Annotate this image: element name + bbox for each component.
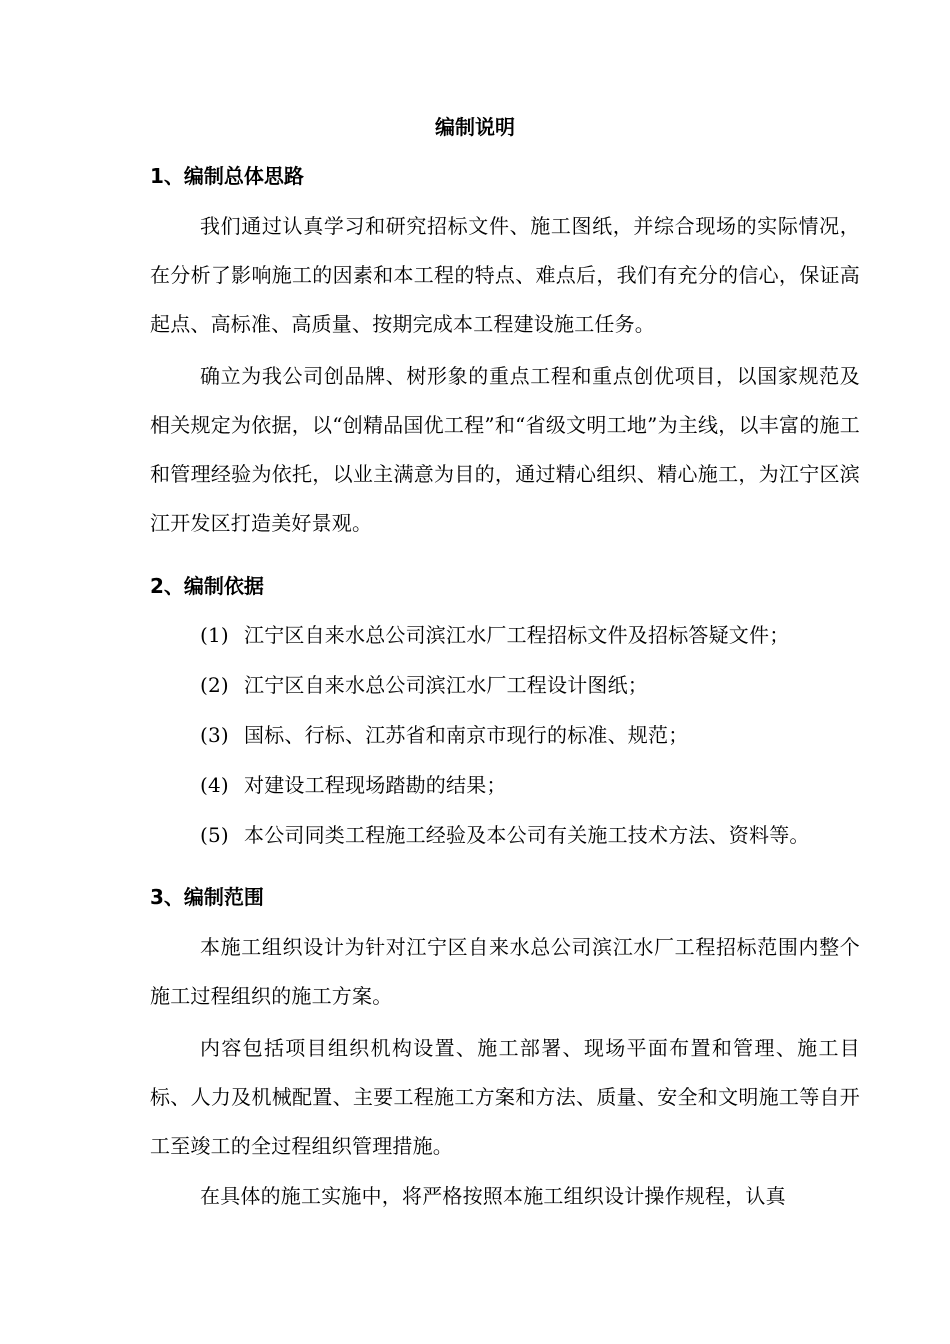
basis-item-number: (5) [200,823,229,847]
section-1-paragraph-2: 确立为我公司创品牌、树形象的重点工程和重点创优项目，以国家规范及相关规定为依据，以“创精品国优工程”和“省级文明工地”为主线，以丰富的施工和管理经验为依托，以业主满意为目的，通过精心组织、精心施工，为江宁区滨江开发区打造美好景观。 [150,364,860,535]
basis-item-text: 对建设工程现场踏勘的结果； [244,773,507,797]
basis-item-text: 江宁区自来水总公司滨江水厂工程招标文件及招标答疑文件； [244,623,790,647]
section-1-paragraph-1: 我们通过认真学习和研究招标文件、施工图纸，并综合现场的实际情况，在分析了影响施工的因素和本工程的特点、难点后，我们有充分的信心，保证高起点、高标准、高质量、按期完成本工程建设施工任务。 [150,214,860,336]
basis-item-number: (4) [200,773,229,797]
basis-item-text: 国标、行标、江苏省和南京市现行的标准、规范； [244,723,689,747]
basis-item-number: (2) [200,673,229,697]
basis-item-4 [200,770,507,800]
section-3-paragraph-2: 内容包括项目组织机构设置、施工部署、现场平面布置和管理、施工目标、人力及机械配置、主要工程施工方案和方法、质量、安全和文明施工等自开工至竣工的全过程组织管理措施。 [150,1036,860,1158]
section-3-heading: 3、编制范围 [150,885,264,909]
document-title: 编制说明 [435,115,515,139]
basis-item-2 [200,670,648,700]
section-3-paragraph-3: 在具体的施工实施中，将严格按照本施工组织设计操作规程，认真 [200,1184,786,1208]
section-3-paragraph-1: 本施工组织设计为针对江宁区自来水总公司滨江水厂工程招标范围内整个施工过程组织的施工方案。 [150,935,860,1008]
basis-item-number: (3) [200,723,229,747]
basis-item-text: 江宁区自来水总公司滨江水厂工程设计图纸； [244,673,648,697]
section-2-heading: 2、编制依据 [150,574,264,598]
section-1-heading: 1、编制总体思路 [150,164,304,188]
basis-item-number: (1) [200,623,229,647]
basis-item-3 [200,720,688,750]
basis-item-5 [200,820,810,850]
basis-item-text: 本公司同类工程施工经验及本公司有关施工技术方法、资料等。 [244,823,810,847]
basis-item-1 [200,620,789,650]
